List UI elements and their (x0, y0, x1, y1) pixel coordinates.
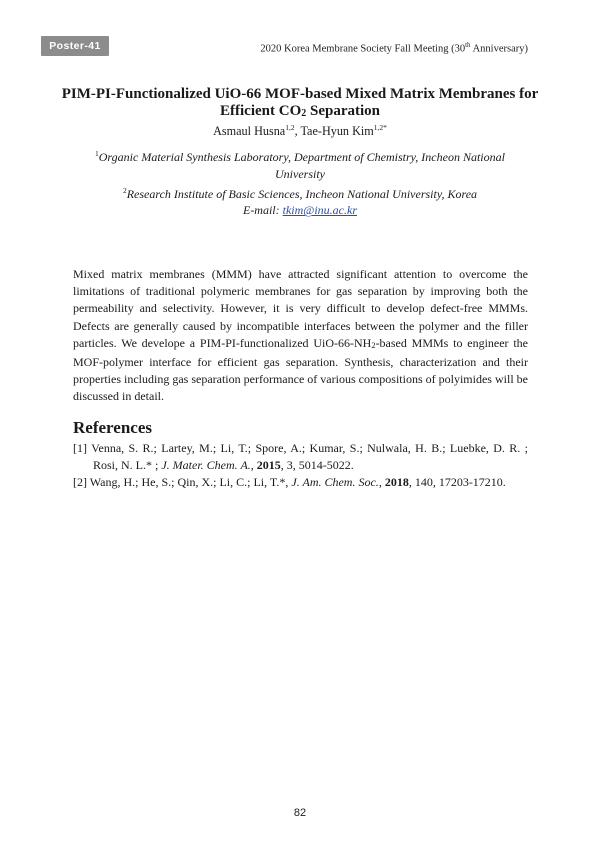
reference-authors: Venna, S. R.; Lartey, M.; Li, T.; Spore, A.; Kumar, S.; Nulwala, H. B.; Luebke, D. R. ; Rosi, N. L.* ; (91, 441, 528, 472)
reference-item (73, 440, 528, 474)
conference-name-end: Anniversary) (470, 43, 528, 55)
affiliation-2-text: Research Institute of Basic Sciences, Incheon National University, Korea (126, 186, 478, 201)
page-number: 82 (293, 807, 307, 819)
references-list (73, 440, 528, 490)
email-label: E-mail: (242, 203, 283, 218)
nh2-subscript: 2 (371, 339, 376, 350)
affiliation-1-line-1: Organic Material Synthesis Laboratory, Department of Chemistry, Incheon National (98, 150, 505, 164)
paper-title-line-2-end: Separation (306, 103, 380, 119)
poster-badge-label: Poster-41 (49, 40, 101, 52)
reference-number: [1] (73, 441, 92, 455)
reference-journal: J. Am. Chem. Soc. (291, 474, 379, 489)
affiliation-2 (72, 183, 528, 203)
author-2-name: Tae-Hyun Kim (300, 124, 374, 139)
affiliation-1 (72, 146, 528, 166)
author-1-affiliation: 1,2 (285, 123, 295, 132)
reference-item (73, 474, 528, 491)
conference-name: 2020 Korea Membrane Society Fall Meeting (30 (260, 43, 466, 55)
author-1-name: Asmaul Husna (213, 124, 286, 139)
paper-title-line-1: PIM-PI-Functionalized UiO-66 MOF-based Mixed Matrix Membranes for (61, 86, 539, 102)
co2-subscript: 2 (301, 108, 307, 119)
abstract-text-start: Mixed matrix membranes (MMM) have attracted significant attention to overcome the limitations of traditional polymeric membranes for gas separation by improving both the permeability and selectivity. However, it is very difficult to develop defect-free MMMs. Defects are generally caused by incompatible interfaces between the polymer and the filler particles. We develope a PIM-PI-functionalized UiO-66-NH (73, 267, 528, 350)
abstract (73, 266, 528, 406)
paper-title-line-2-start: Efficient CO (220, 103, 302, 119)
abstract-text-end: -based MMMs to engineer the MOF-polymer interface for efficient gas separation. Synthesis, characterization and their properties including gas separation performance of various compositions of polyimides will be discussed in detail. (73, 335, 528, 404)
reference-year: 2018 (384, 474, 409, 489)
paper-title (60, 86, 540, 122)
reference-separator: , (378, 474, 385, 489)
author-2-affiliation: 1,2* (373, 123, 387, 132)
affiliation-2-marker: 2 (122, 185, 127, 195)
email-line (72, 202, 528, 219)
reference-year: 2015 (256, 457, 281, 472)
abstract-paragraph (73, 266, 528, 406)
reference-number: [2] (73, 474, 90, 489)
reference-authors: Wang, H.; He, S.; Qin, X.; Li, C.; Li, T.*, (89, 474, 292, 489)
paper-title-line-2 (60, 103, 540, 122)
author-list (60, 123, 540, 139)
author-separator: , (294, 124, 301, 139)
email-link[interactable]: tkim@inu.ac.kr (282, 203, 357, 218)
reference-volume-pages: , 3, 5014-5022. (280, 457, 354, 472)
reference-journal: J. Mater. Chem. A. (161, 457, 251, 472)
conference-ordinal-suffix: th (465, 41, 471, 49)
conference-header (260, 41, 528, 55)
affiliation-1-continued: University (275, 166, 325, 181)
poster-badge (41, 36, 109, 56)
affiliations (72, 146, 528, 219)
reference-volume-pages: , 140, 17203-17210. (408, 474, 506, 489)
reference-separator: , (250, 457, 257, 472)
affiliation-1-marker: 1 (95, 149, 99, 158)
references-heading: References (73, 418, 152, 437)
